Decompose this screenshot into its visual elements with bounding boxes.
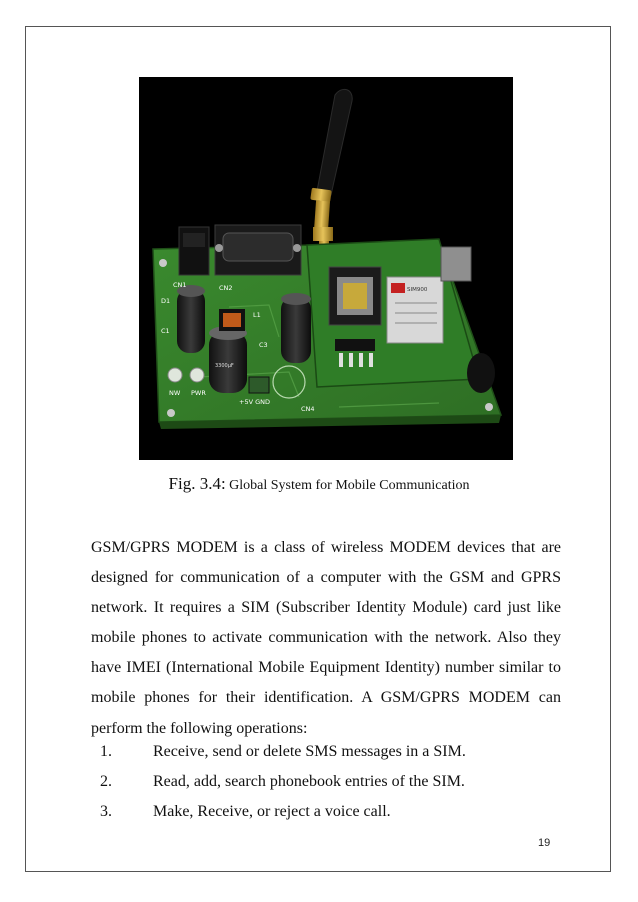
label-cn2: CN2 [219, 284, 233, 292]
list-item-text: Receive, send or delete SMS messages in a SIM. [153, 743, 466, 760]
inductor [219, 309, 245, 331]
serial-connector [215, 225, 301, 275]
label-cn1: CN1 [173, 281, 187, 289]
list-item-text: Read, add, search phonebook entries of the SIM. [153, 773, 465, 791]
page-number: 19 [538, 837, 551, 849]
operations-list [91, 737, 561, 827]
figure-title: Global System for Mobile Communication [225, 478, 470, 493]
label-c1: C1 [161, 327, 170, 335]
label-cn4: CN4 [301, 405, 315, 413]
buzzer [467, 353, 495, 393]
list-item [91, 737, 561, 767]
gsm-modem-photo [139, 77, 513, 460]
label-c3: C3 [259, 341, 268, 349]
gsm-modem-illustration [139, 77, 513, 460]
list-item-number: 1. [100, 743, 112, 760]
list-item [91, 797, 561, 827]
figure-number: Fig. 3.4: [168, 474, 226, 493]
antenna [310, 89, 352, 257]
label-d1: D1 [161, 297, 171, 305]
label-power: +5V GND [239, 398, 270, 406]
body-paragraph: GSM/GPRS MODEM is a class of wireless MODEM devices that are designed for communication of a computer with the GSM and GPRS network. It requires a SIM (Subscriber Identity Module) card just like mobile phones to activate communication with the network. Also they have IMEI (International Mobile Equipment Identity) number similar to mobile phones for their identification. A GSM/GPRS MODEM can perform the following operations: [91, 539, 561, 737]
label-cap-value: 3300µF [215, 363, 234, 369]
network-jack [441, 247, 471, 281]
power-terminal [249, 377, 269, 393]
label-l1: L1 [253, 311, 261, 319]
list-item [91, 767, 561, 797]
list-item-number: 3. [100, 803, 112, 821]
figure-caption [0, 474, 638, 494]
label-module: SIM900 [407, 287, 428, 293]
label-nw: NW [169, 389, 181, 397]
label-pwr: PWR [191, 389, 206, 397]
power-jack [179, 227, 209, 275]
list-item-number: 2. [100, 773, 112, 791]
list-item-text: Make, Receive, or reject a voice call. [153, 803, 391, 821]
